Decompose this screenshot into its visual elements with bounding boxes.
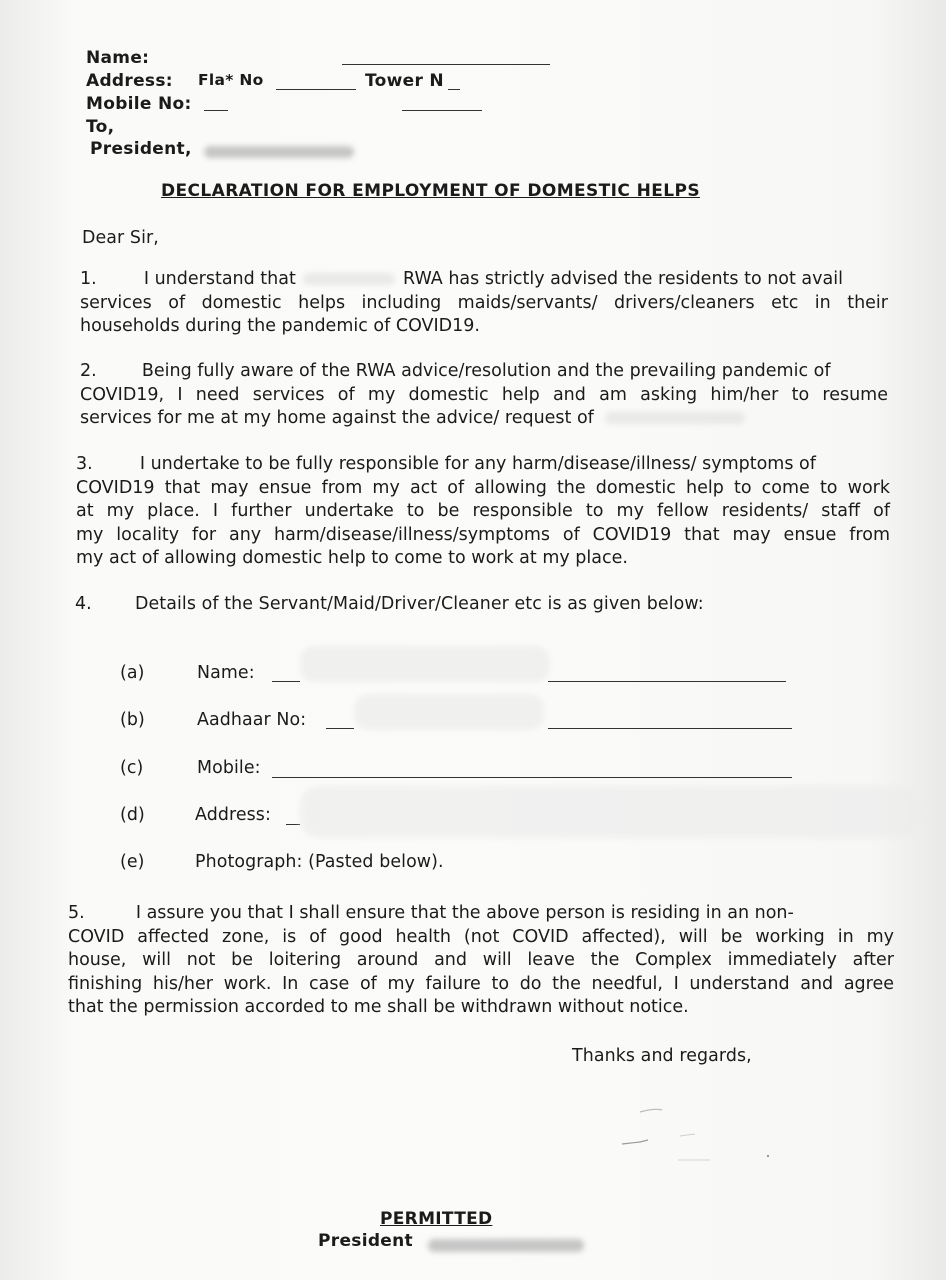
para4-number: 4. xyxy=(75,594,92,614)
detail-d-line xyxy=(286,824,300,825)
redacted-region xyxy=(354,694,544,730)
para5-line3: house, will not be loitering around and will leave the Complex immediately after xyxy=(68,950,894,970)
detail-d-label: Address: xyxy=(195,805,271,825)
redacted-region xyxy=(300,646,550,682)
mobile-label: Mobile No: xyxy=(86,94,192,114)
paragraph-3 xyxy=(76,453,890,571)
para5-number: 5. xyxy=(68,903,85,923)
para3-line4: my locality for any harm/disease/illness/symptoms of COVID19 that may ensue from xyxy=(76,524,890,545)
mobile-line-b xyxy=(402,110,482,111)
para5-line5: that the permission accorded to me shall be withdrawn without notice. xyxy=(68,997,689,1017)
closing-text: Thanks and regards, xyxy=(572,1046,752,1066)
para1-number: 1. xyxy=(80,269,97,289)
redacted-region xyxy=(300,786,920,838)
address-label: Address: xyxy=(86,71,173,91)
detail-d-letter: (d) xyxy=(120,805,145,825)
para3-line2: COVID19 that may ensue from my act of allowing the domestic help to come to work xyxy=(76,477,890,498)
detail-b-line-1 xyxy=(326,728,354,729)
paragraph-5 xyxy=(68,902,894,1020)
redacted-rwa-name xyxy=(428,1235,584,1254)
para4-text: Details of the Servant/Maid/Driver/Cleaner etc is as given below: xyxy=(135,594,704,614)
para5-line2: COVID affected zone, is of good health (not COVID affected), will be working in my xyxy=(68,926,894,947)
para2-line3: services for me at my home against the advice/ request of xyxy=(80,408,594,428)
footer-president-label: President xyxy=(318,1231,413,1251)
para1-line1-a: I understand that xyxy=(143,269,296,289)
para3-line3: at my place. I further undertake to be responsible to my fellow residents/ staff of xyxy=(76,501,890,521)
para2-number: 2. xyxy=(80,361,97,381)
president-label: President, xyxy=(90,139,192,159)
detail-b-label: Aadhaar No: xyxy=(197,710,307,730)
name-line xyxy=(342,64,550,65)
permitted-label: PERMITTED xyxy=(380,1209,493,1229)
para2-line2: COVID19, I need services of my domestic help and am asking him/her to resume xyxy=(80,384,888,405)
redacted-rwa-name xyxy=(303,273,395,285)
detail-c-line xyxy=(272,777,792,778)
flat-line xyxy=(276,89,356,90)
signature-mark xyxy=(600,1100,800,1170)
para3-line5: my act of allowing domestic help to come to work at my place. xyxy=(76,548,628,568)
detail-a-line-1 xyxy=(272,681,300,682)
to-label: To, xyxy=(86,117,115,137)
detail-c-label: Mobile: xyxy=(197,758,261,778)
tower-label: Tower N xyxy=(365,71,444,91)
detail-e-label: Photograph: (Pasted below). xyxy=(195,852,444,872)
para1-line1-b: RWA has strictly advised the residents to not avail xyxy=(403,269,843,289)
flat-label: Fla* No xyxy=(198,71,264,89)
document-title: DECLARATION FOR EMPLOYMENT OF DOMESTIC HELPS xyxy=(161,181,700,201)
detail-a-label: Name: xyxy=(197,663,255,683)
para3-line1: I undertake to be fully responsible for any harm/disease/illness/ symptoms of xyxy=(139,454,816,474)
detail-e-letter: (e) xyxy=(120,852,145,872)
para3-number: 3. xyxy=(76,454,93,474)
para1-line2: services of domestic helps including maids/servants/ drivers/cleaners etc in their xyxy=(80,292,888,313)
name-label: Name: xyxy=(86,48,150,68)
para5-line1: I assure you that I shall ensure that the above person is residing in an non- xyxy=(135,903,794,923)
para2-line1: Being fully aware of the RWA advice/resolution and the prevailing pandemic of xyxy=(141,361,831,381)
detail-a-letter: (a) xyxy=(120,663,145,683)
mobile-line-a xyxy=(204,110,228,111)
detail-b-letter: (b) xyxy=(120,710,145,730)
detail-b-line-2 xyxy=(548,728,792,729)
redacted-rwa-name xyxy=(605,412,745,424)
detail-a-line-2 xyxy=(548,681,786,682)
salutation: Dear Sir, xyxy=(82,228,159,248)
para5-line4: finishing his/her work. In case of my failure to do the needful, I understand and agree xyxy=(68,973,894,994)
paragraph-2 xyxy=(80,360,888,431)
paragraph-1 xyxy=(80,268,888,339)
tower-line xyxy=(448,89,460,90)
para1-line3: households during the pandemic of COVID19. xyxy=(80,316,480,336)
redacted-rwa-name xyxy=(204,141,354,160)
detail-c-letter: (c) xyxy=(120,758,144,778)
